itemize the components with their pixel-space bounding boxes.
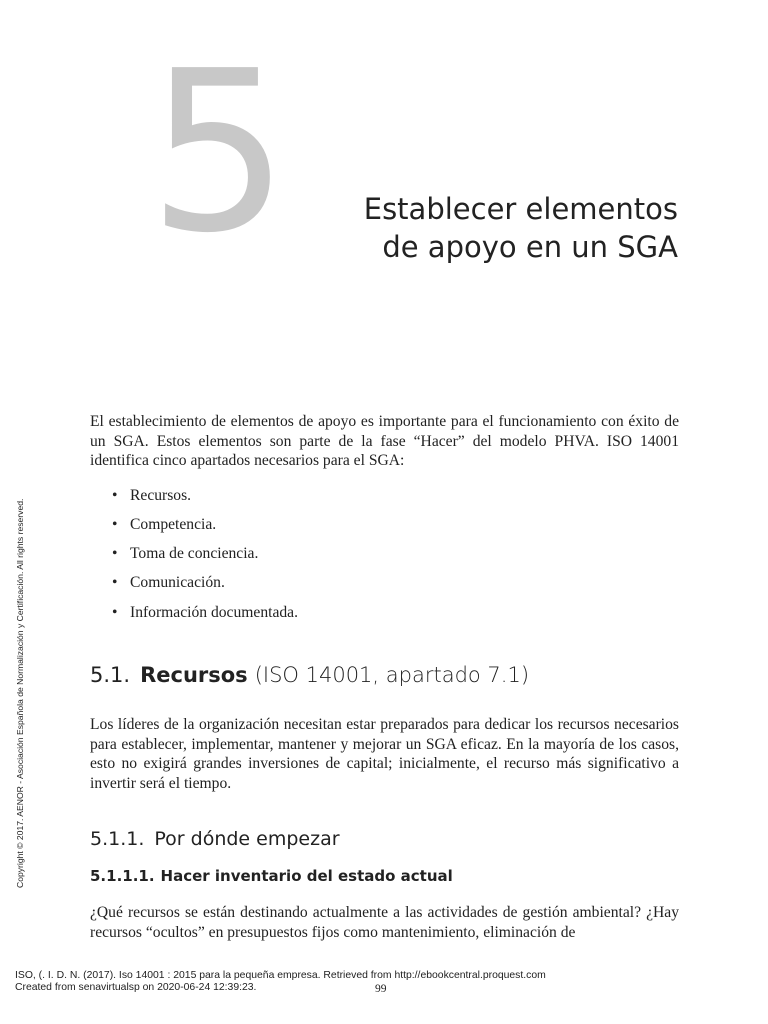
section-5-1-1-1-paragraph: ¿Qué recursos se están destinando actualmente a las actividades de gestión ambiental? ¿Hay recursos “ocultos” en presupuestos fijos como mantenimiento, eliminación de [90, 904, 679, 941]
bullet-list [112, 481, 298, 627]
chapter-title-line-1: Establecer elementos [363, 192, 678, 226]
section-heading-5-1 [90, 663, 690, 687]
section-number: 5.1.1. [90, 828, 145, 850]
list-item-text: Recursos. [130, 486, 192, 504]
list-item-text: Competencia. [130, 515, 217, 533]
section-reference: (ISO 14001, apartado 7.1) [254, 663, 530, 687]
list-item [112, 598, 298, 627]
list-item [112, 481, 298, 510]
bullet-marker: • [112, 603, 118, 621]
chapter-number: 5 [148, 24, 284, 282]
side-copyright-notice: Copyright © 2017. AENOR - Asociación Española de Normalización y Certificación. All rights reserved. [15, 498, 25, 888]
list-item [112, 539, 298, 568]
list-item-text: Toma de conciencia. [130, 545, 259, 563]
chapter-title [278, 190, 678, 266]
page-number: 99 [375, 983, 387, 995]
list-item [112, 569, 298, 598]
list-item-text: Información documentada. [130, 603, 298, 621]
section-5-1-paragraph: Los líderes de la organización necesitan estar preparados para dedicar los recursos necesarios para establecer, implementar, mantener y mejorar un SGA eficaz. En la mayoría de los casos, esto no exigirá grandes inversiones de capital; inicialmente, el recurso más significativo a invertir será el tiempo. [90, 716, 679, 792]
citation-line: ISO, (. I. D. N. (2017). Iso 14001 : 2015 para la pequeña empresa. Retrieved from http://ebookcentral.proquest.com [15, 970, 546, 981]
bullet-marker: • [112, 515, 118, 533]
bullet-marker: • [112, 545, 118, 563]
section-title: Recursos [140, 663, 248, 687]
bullet-marker: • [112, 486, 118, 504]
section-number: 5.1.1.1. [90, 867, 155, 885]
section-heading-5-1-1 [90, 828, 340, 850]
list-item [112, 510, 298, 539]
footer-citation [15, 970, 546, 993]
section-heading-5-1-1-1 [90, 867, 453, 885]
list-item-text: Comunicación. [130, 574, 225, 592]
section-title: Por dónde empezar [154, 828, 340, 850]
section-title: Hacer inventario del estado actual [160, 867, 453, 885]
intro-paragraph: El establecimiento de elementos de apoyo es importante para el funcionamiento con éxito de un SGA. Estos elementos son parte de la fase “Hacer” del modelo PHVA. ISO 14001 identifica cinco apartados necesarios para el SGA: [90, 413, 679, 470]
bullet-marker: • [112, 574, 118, 592]
chapter-title-line-2: de apoyo en un SGA [382, 230, 678, 264]
section-number: 5.1. [90, 663, 131, 687]
created-line: Created from senavirtualsp on 2020-06-24 12:39:23. [15, 981, 257, 993]
